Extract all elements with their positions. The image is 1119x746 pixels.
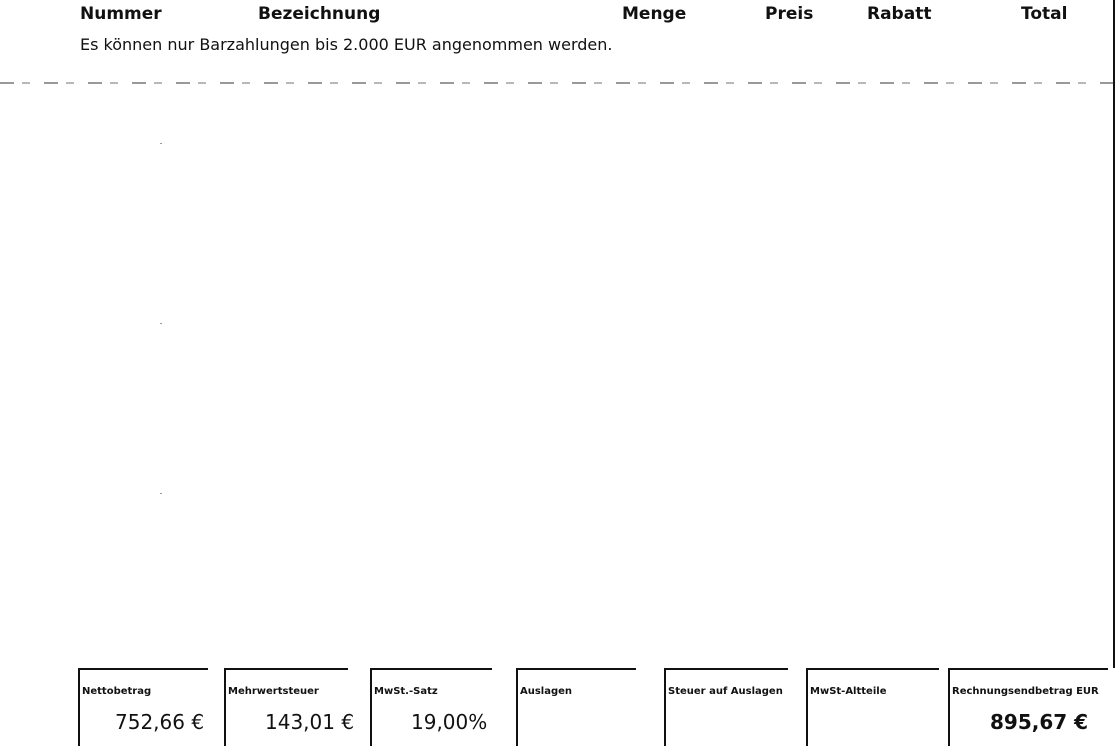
satz-box [370, 668, 510, 746]
column-header-preis: Preis [765, 4, 814, 24]
mwst-value: 143,01 € [265, 710, 355, 734]
mwst-box [224, 668, 364, 746]
auslagen-label: Auslagen [520, 686, 573, 697]
mwst-label: Mehrwertsteuer [228, 686, 319, 697]
column-header-menge: Menge [622, 4, 687, 24]
scan-separator [0, 82, 1113, 84]
scan-speck [160, 323, 162, 324]
scan-speck [160, 143, 162, 144]
endbetrag-value: 895,67 € [990, 710, 1089, 734]
satz-value: 19,00% [411, 710, 488, 734]
endbetrag-box [948, 668, 1114, 746]
column-header-rabatt: Rabatt [867, 4, 932, 24]
steuer-auslagen-label: Steuer auf Auslagen [668, 686, 783, 697]
column-header-nummer: Nummer [80, 4, 162, 24]
altteile-box [806, 668, 946, 746]
netto-label: Nettobetrag [82, 686, 152, 697]
auslagen-box [516, 668, 656, 746]
column-header-bezeichnung: Bezeichnung [258, 4, 381, 24]
netto-value: 752,66 € [115, 710, 205, 734]
satz-label: MwSt.-Satz [374, 686, 438, 697]
altteile-label: MwSt-Altteile [810, 686, 887, 697]
endbetrag-label: Rechnungsendbetrag EUR [952, 686, 1099, 697]
page-border-right [1113, 0, 1115, 668]
steuer-auslagen-box [664, 668, 804, 746]
scan-speck [160, 493, 162, 494]
payment-note: Es können nur Barzahlungen bis 2.000 EUR angenommen werden. [80, 35, 613, 54]
column-header-total: Total [1021, 4, 1068, 24]
netto-box [78, 668, 218, 746]
